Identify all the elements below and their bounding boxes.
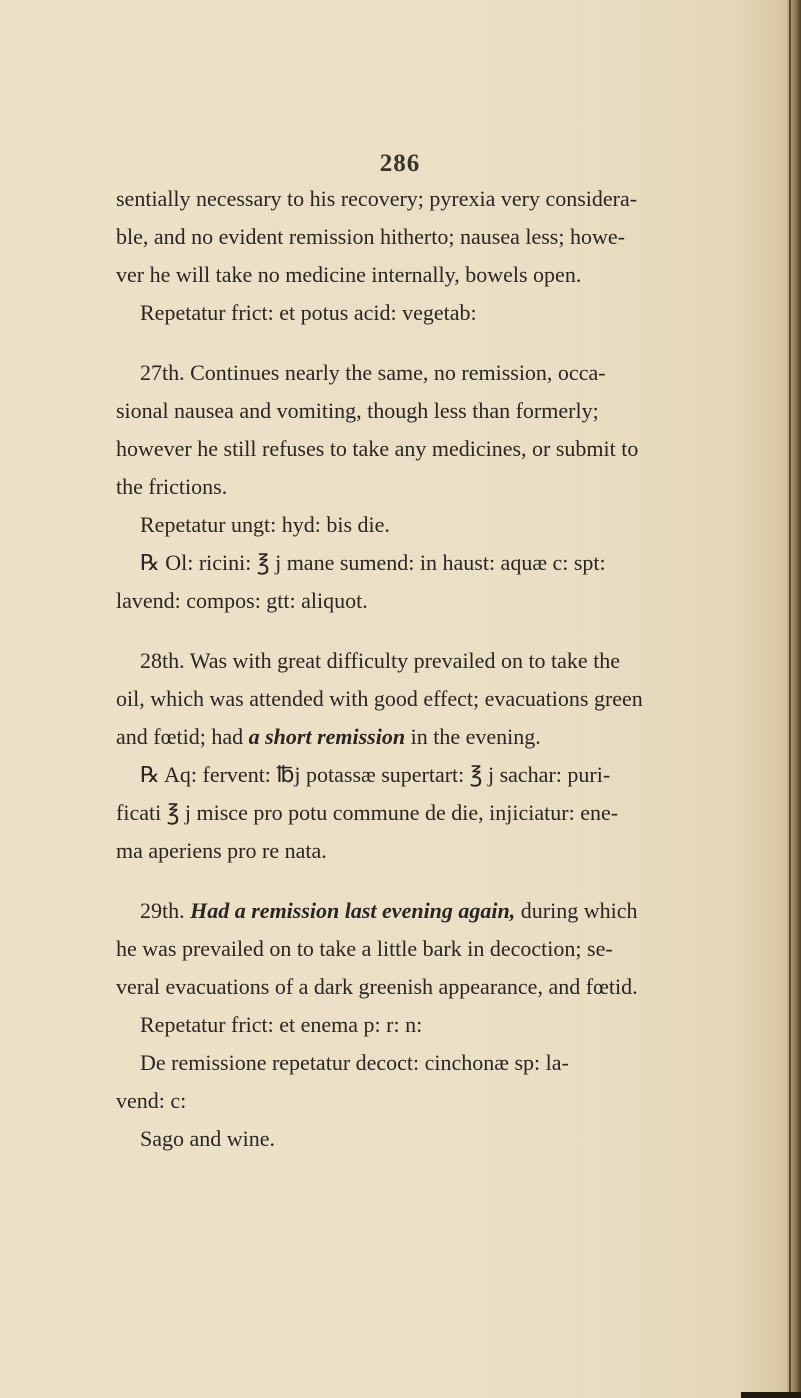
page-number: 286 — [379, 150, 421, 177]
prescription-line: ma aperiens pro re nata. — [116, 838, 327, 863]
text-line: the frictions. — [116, 474, 228, 499]
entry-29th — [116, 892, 686, 1158]
text-line: veral evacuations of a dark greenish appearance, and fœtid. — [116, 974, 638, 999]
text-line: 28th. Was with great difficulty prevailed on to take the — [140, 648, 621, 673]
text-segment: in the evening. — [405, 724, 541, 749]
prescription-line: Repetatur frict: et enema p: r: n: — [140, 1012, 423, 1037]
prescription-line: vend: c: — [116, 1088, 187, 1113]
prescription-line: Repetatur frict: et potus acid: vegetab: — [140, 300, 477, 325]
emphasized-text: Had a remission last evening again, — [190, 898, 516, 923]
text-line: oil, which was attended with good effect; evacuations green — [116, 686, 643, 711]
entry-27th — [116, 354, 686, 620]
text-line: sentially necessary to his recovery; pyrexia very considera- — [116, 186, 638, 211]
prescription-line: ℞ Ol: ricini: ℥ j mane sumend: in haust: aquæ c: spt: — [140, 550, 606, 575]
book-binding-line — [789, 0, 791, 1398]
prescription-line: ficati ℥ j misce pro potu commune de die, injiciatur: ene- — [116, 800, 619, 825]
page-body — [116, 180, 686, 1158]
emphasized-text: a short remission — [248, 724, 406, 749]
prescription-line: lavend: compos: gtt: aliquot. — [116, 588, 368, 613]
text-line: he was prevailed on to take a little bark in decoction; se- — [116, 936, 613, 961]
prescription-line: De remissione repetatur decoct: cinchonæ sp: la- — [140, 1050, 569, 1075]
entry-28th — [116, 642, 686, 870]
page-corner-shadow — [741, 1392, 801, 1398]
text-segment: and fœtid; had — [116, 724, 249, 749]
text-line-with-emphasis — [116, 892, 686, 930]
text-line: however he still refuses to take any medicines, or submit to — [116, 436, 639, 461]
entry-continuation — [116, 180, 686, 332]
prescription-line: ℞ Aq: fervent: ℔j potassæ supertart: ℥ j sachar: puri- — [140, 762, 611, 787]
text-line: ver he will take no medicine internally, bowels open. — [116, 262, 582, 287]
prescription-line: Repetatur ungt: hyd: bis die. — [140, 512, 390, 537]
text-line: 27th. Continues nearly the same, no remission, occa- — [140, 360, 606, 385]
text-line: ble, and no evident remission hitherto; nausea less; howe- — [116, 224, 625, 249]
text-segment: during which — [515, 898, 638, 923]
text-line: sional nausea and vomiting, though less than formerly; — [116, 398, 599, 423]
prescription-line: Sago and wine. — [140, 1126, 276, 1151]
text-line-with-emphasis — [116, 718, 686, 756]
text-segment: 29th. — [140, 898, 191, 923]
